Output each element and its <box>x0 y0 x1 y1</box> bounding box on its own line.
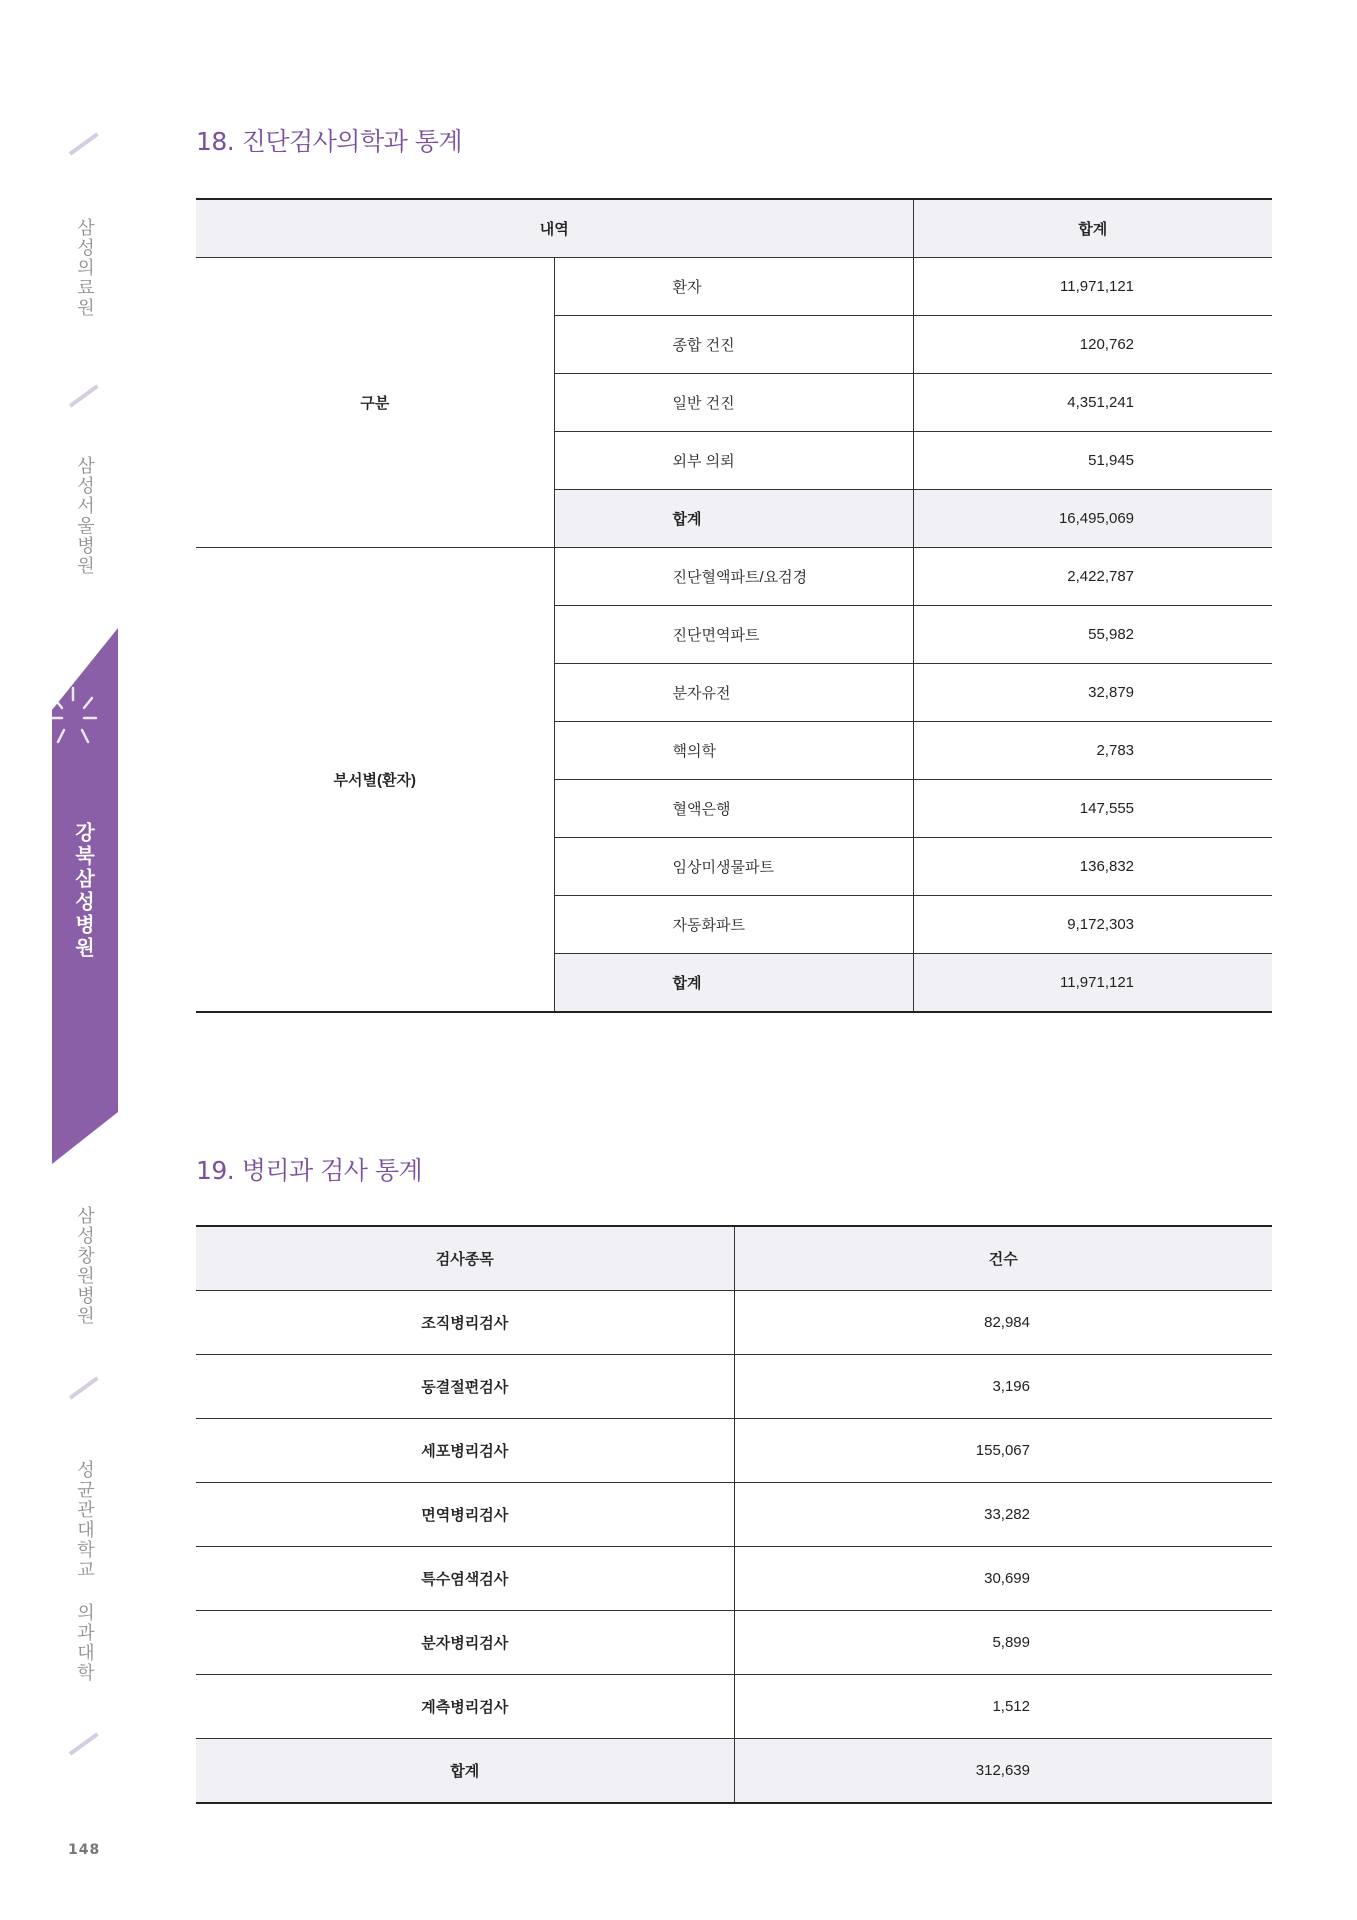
row-type: 합계 <box>196 1739 734 1804</box>
row-label: 외부 의뢰 <box>554 432 913 490</box>
side-nav-item-samsung-medical-center[interactable]: 삼성의료원 <box>74 218 95 318</box>
table-row <box>196 1483 1272 1547</box>
row-label: 분자유전 <box>554 664 913 722</box>
header-count: 건수 <box>734 1226 1272 1291</box>
row-value: 11,971,121 <box>913 258 1272 316</box>
row-value: 4,351,241 <box>913 374 1272 432</box>
header-type: 검사종목 <box>196 1226 734 1291</box>
row-label: 핵의학 <box>554 722 913 780</box>
row-type: 면역병리검사 <box>196 1483 734 1547</box>
page-number: 148 <box>68 1842 101 1858</box>
row-label: 자동화파트 <box>554 896 913 954</box>
row-count: 30,699 <box>734 1547 1272 1611</box>
row-type: 특수염색검사 <box>196 1547 734 1611</box>
row-label: 종합 건진 <box>554 316 913 374</box>
row-value: 51,945 <box>913 432 1272 490</box>
table-row <box>196 258 1272 316</box>
divider-slash <box>69 1376 99 1399</box>
divider-slash <box>69 384 99 407</box>
row-count: 1,512 <box>734 1675 1272 1739</box>
side-nav-item-kangbuk-samsung-hospital[interactable]: 강북삼성병원 <box>71 822 96 960</box>
row-count: 155,067 <box>734 1419 1272 1483</box>
row-value: 55,982 <box>913 606 1272 664</box>
row-type: 분자병리검사 <box>196 1611 734 1675</box>
table-header-row <box>196 199 1272 258</box>
table-row <box>196 1355 1272 1419</box>
burst-icon <box>48 686 98 746</box>
table-row <box>196 1291 1272 1355</box>
row-count: 3,196 <box>734 1355 1272 1419</box>
row-label: 진단면역파트 <box>554 606 913 664</box>
lab-medicine-stats-table <box>196 198 1272 1013</box>
header-total: 합계 <box>913 199 1272 258</box>
row-value: 136,832 <box>913 838 1272 896</box>
row-type: 계측병리검사 <box>196 1675 734 1739</box>
side-nav-item-samsung-changwon-hospital[interactable]: 삼성창원병원 <box>74 1206 95 1326</box>
row-value: 147,555 <box>913 780 1272 838</box>
row-value: 2,783 <box>913 722 1272 780</box>
row-label: 일반 건진 <box>554 374 913 432</box>
row-count: 33,282 <box>734 1483 1272 1547</box>
row-count: 312,639 <box>734 1739 1272 1804</box>
header-item: 내역 <box>196 199 913 258</box>
total-row <box>196 1739 1272 1804</box>
row-value: 32,879 <box>913 664 1272 722</box>
table-row <box>196 1675 1272 1739</box>
group-label: 부서별(환자) <box>196 548 554 1013</box>
row-value: 2,422,787 <box>913 548 1272 606</box>
table-row <box>196 1547 1272 1611</box>
divider-slash <box>69 1732 99 1755</box>
group-label: 구분 <box>196 258 554 548</box>
side-nav-item-samsung-seoul-hospital[interactable]: 삼성서울병원 <box>74 456 95 576</box>
row-value: 16,495,069 <box>913 490 1272 548</box>
row-label: 임상미생물파트 <box>554 838 913 896</box>
row-type: 조직병리검사 <box>196 1291 734 1355</box>
row-label: 혈액은행 <box>554 780 913 838</box>
table-row <box>196 1419 1272 1483</box>
side-nav-item-skku-school-of-medicine[interactable]: 성균관대학교 의과대학 <box>74 1460 95 1683</box>
section-18-title: 18. 진단검사의학과 통계 <box>196 127 463 156</box>
row-label: 환자 <box>554 258 913 316</box>
row-value: 11,971,121 <box>913 954 1272 1013</box>
row-value: 9,172,303 <box>913 896 1272 954</box>
section-19-title: 19. 병리과 검사 통계 <box>196 1156 423 1185</box>
divider-slash <box>69 132 99 155</box>
row-label: 합계 <box>554 954 913 1013</box>
row-value: 120,762 <box>913 316 1272 374</box>
row-type: 세포병리검사 <box>196 1419 734 1483</box>
row-label: 합계 <box>554 490 913 548</box>
table-header-row <box>196 1226 1272 1291</box>
row-count: 5,899 <box>734 1611 1272 1675</box>
table-row <box>196 548 1272 606</box>
row-label: 진단혈액파트/요검경 <box>554 548 913 606</box>
row-type: 동결절편검사 <box>196 1355 734 1419</box>
row-count: 82,984 <box>734 1291 1272 1355</box>
pathology-stats-table <box>196 1225 1272 1804</box>
table-row <box>196 1611 1272 1675</box>
